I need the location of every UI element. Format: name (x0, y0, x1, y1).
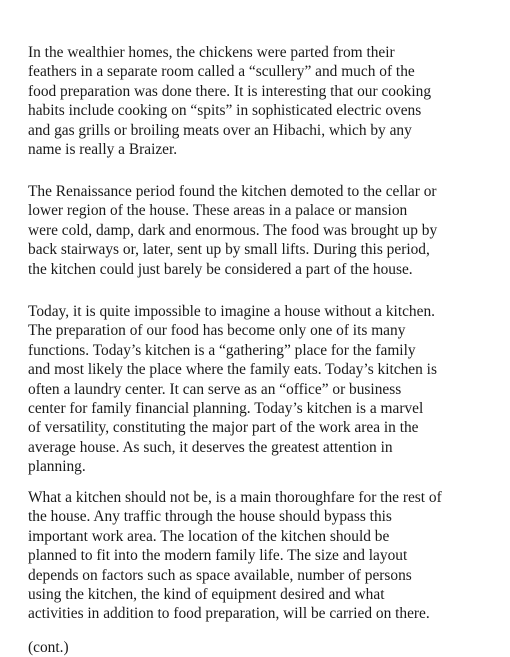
text-line: and most likely the place where the family eats. Today’s kitchen is (28, 361, 437, 379)
text-line: functions. Today’s kitchen is a “gathering” place for the family (28, 341, 416, 359)
text-line: The preparation of our food has become only one of its many (28, 322, 406, 340)
text-line: the kitchen could just barely be considered a part of the house. (28, 260, 413, 278)
text-line: habits include cooking on “spits” in sophisticated electric ovens (28, 102, 422, 120)
text-line: back stairways or, later, sent up by small lifts. During this period, (28, 241, 430, 259)
text-line: food preparation was done there. It is interesting that our cooking (28, 82, 432, 100)
text-line: depends on factors such as space available, number of persons (28, 566, 412, 584)
text-line: In the wealthier homes, the chickens were parted from their (28, 44, 395, 61)
text-line: The Renaissance period found the kitchen demoted to the cellar or (28, 183, 437, 200)
paragraph-today (28, 302, 498, 477)
continued-marker: (cont.) (28, 639, 69, 656)
text-line: activities in addition to food preparation, will be carried on there. (28, 605, 430, 623)
paragraph-thoroughfare (28, 488, 498, 624)
text-line: average house. As such, it deserves the greatest attention in (28, 438, 393, 456)
text-line: were cold, damp, dark and enormous. The food was brought up by (28, 221, 438, 239)
text-line: name is really a Braizer. (28, 140, 178, 158)
text-line: What a kitchen should not be, is a main thoroughfare for the rest of (28, 489, 442, 506)
paragraph-scullery (28, 43, 498, 159)
paragraph-renaissance (28, 182, 498, 279)
text-line: of versatility, constituting the major part of the work area in the (28, 419, 419, 437)
text-line: planned to fit into the modern family life. The size and layout (28, 547, 408, 565)
text-line: planning. (28, 458, 86, 476)
text-line: lower region of the house. These areas in a palace or mansion (28, 202, 408, 220)
text-line: the house. Any traffic through the house should bypass this (28, 508, 392, 526)
text-line: Today, it is quite impossible to imagine a house without a kitchen. (28, 303, 435, 320)
text-line: important work area. The location of the kitchen should be (28, 527, 390, 545)
text-line: often a laundry center. It can serve as an “office” or business (28, 380, 402, 398)
text-line: center for family financial planning. Today’s kitchen is a marvel (28, 399, 424, 417)
text-line: using the kitchen, the kind of equipment desired and what (28, 585, 385, 603)
text-line: and gas grills or broiling meats over an Hibachi, which by any (28, 121, 412, 139)
text-line: feathers in a separate room called a “scullery” and much of the (28, 63, 415, 81)
